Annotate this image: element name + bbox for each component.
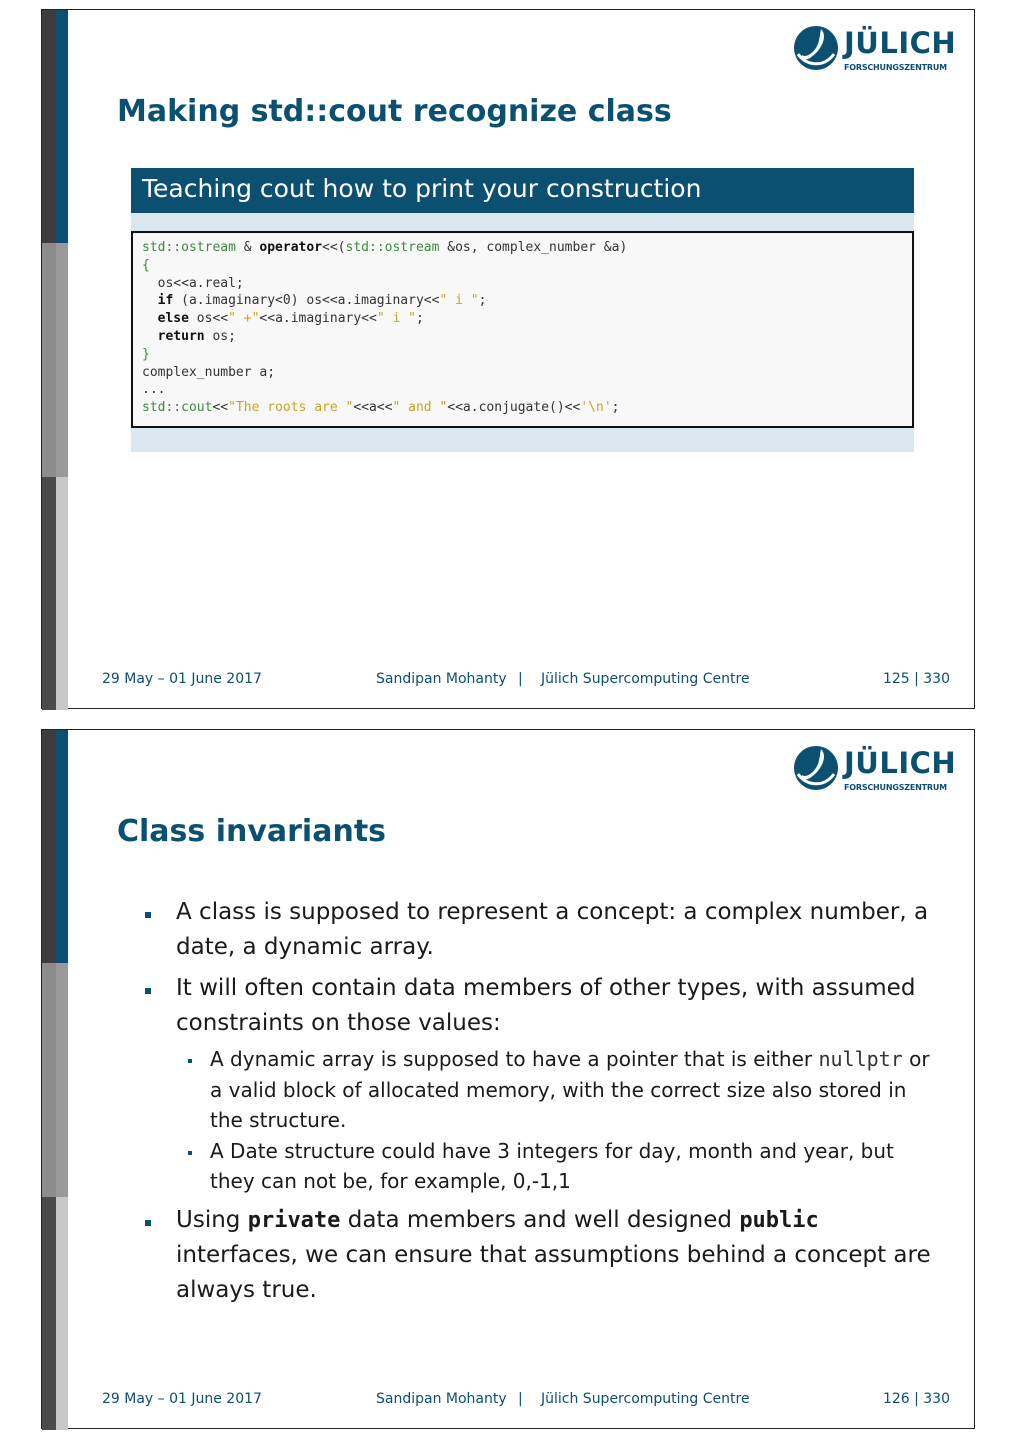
slide-sidebar <box>42 730 68 1428</box>
footer-separator: | <box>518 1391 523 1407</box>
julich-logo <box>792 742 957 794</box>
logo-subtitle: FORSCHUNGSZENTRUM <box>844 63 947 72</box>
slide-footer <box>42 671 974 691</box>
footer-organization: Jülich Supercomputing Centre <box>541 1391 750 1407</box>
footer-date: 29 May – 01 June 2017 <box>102 1391 262 1407</box>
list-item: A class is supposed to represent a concept: a complex number, a date, a dynamic array. <box>142 895 932 965</box>
slide-title: Making std::cout recognize class <box>117 94 672 129</box>
slide-sidebar <box>42 10 68 708</box>
footer-separator: | <box>518 671 523 687</box>
code-listing: std::ostream & operator<<(std::ostream &os, complex_number &a) { os<<a.real; if (a.imaginary<0) os<<a.imaginary<<" i "; else os<<" +"<<a.imaginary<<" i "; return os; } complex_number a; ... std::cout<<"The roots are "<<a<<" and "<<a.conjugate()<<'\n'; <box>131 231 914 428</box>
list-item: It will often contain data members of other types, with assumed constraints on those values: A dynamic array is supposed to have a pointer that is either nullptr or a valid block of allocated memory, with the correct size also stored in the structure. A Date structure could have 3 integers for day, month and year, but they can not be, for example, 0,-1,1 <box>142 971 932 1197</box>
list-item: Using private data members and well designed public interfaces, we can ensure that assumptions behind a concept are always true. <box>142 1203 932 1308</box>
slide-footer <box>42 1391 974 1411</box>
footer-author: Sandipan Mohanty <box>376 671 507 687</box>
footer-page-number: 126 | 330 <box>882 1391 950 1407</box>
sub-list-item: A Date structure could have 3 integers for day, month and year, but they can not be, for example, 0,-1,1 <box>176 1136 932 1197</box>
sub-list-item: A dynamic array is supposed to have a pointer that is either nullptr or a valid block of allocated memory, with the correct size also stored in the structure. <box>176 1044 932 1136</box>
slide-title: Class invariants <box>117 814 387 849</box>
sub-list <box>176 1044 932 1197</box>
slide-126 <box>41 729 975 1429</box>
logo-wordmark: JÜLICH <box>844 746 957 780</box>
slide-125 <box>41 9 975 709</box>
footer-organization: Jülich Supercomputing Centre <box>541 671 750 687</box>
block-title: Teaching cout how to print your construction <box>131 168 914 213</box>
footer-date: 29 May – 01 June 2017 <box>102 671 262 687</box>
julich-emblem-icon <box>792 744 840 792</box>
footer-author: Sandipan Mohanty <box>376 1391 507 1407</box>
julich-logo <box>792 22 957 74</box>
logo-subtitle: FORSCHUNGSZENTRUM <box>844 783 947 792</box>
logo-wordmark: JÜLICH <box>844 26 957 60</box>
footer-page-number: 125 | 330 <box>882 671 950 687</box>
bullet-list <box>142 895 932 1314</box>
block-body <box>131 213 914 452</box>
code-block <box>131 168 914 452</box>
julich-emblem-icon <box>792 24 840 72</box>
